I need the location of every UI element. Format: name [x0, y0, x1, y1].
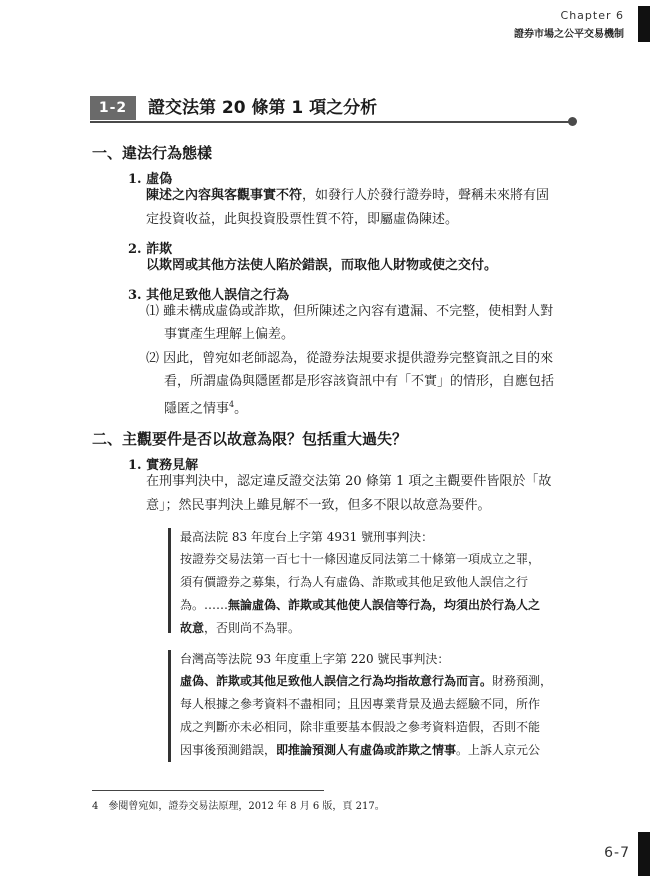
section-title-rule [90, 121, 570, 123]
quote1-line4 [180, 617, 300, 641]
item1-heading: 1. 虛偽 [128, 172, 173, 187]
quote1-line4-bold: 故意 [180, 621, 205, 635]
quote1-title: 最高法院 83 年度台上字第 4931 號刑事判決： [180, 530, 434, 544]
part2-heading: 二、主觀要件是否以故意為限？包括重大過失？ [92, 430, 408, 448]
quote2-line4-rest: 。上訴人京元公 [456, 743, 541, 757]
footnote-rule [92, 790, 324, 791]
quote2-line2: 每人根據之參考資料不盡相同；且因專業背景及過去經驗不同，所作 [180, 697, 541, 711]
quote1-line3-bold: 無論虛偽、詐欺或其他使人誤信等行為，均須出於行為人之 [228, 598, 541, 612]
item1-line1-rest: ，如發行人於發行證券時，聲稱未來將有固 [302, 188, 550, 203]
quote1-line2: 須有價證券之募集，行為人有虛偽、詐欺或其他足致他人誤信之行 [180, 575, 529, 589]
quote1-line3-pre: 為。…… [180, 598, 229, 612]
item3-p2-line1: ⑵ 因此，曾宛如老師認為，從證券法規要求提供證券完整資訊之目的來 [146, 351, 554, 366]
item3-p2-line2: 看，所謂虛偽與隱匿都是形容該資訊中有「不實」的情形，自應包括 [164, 374, 555, 389]
item1-line1-bold: 陳述之內容與客觀事實不符 [146, 188, 303, 203]
section-title: 證交法第 20 條第 1 項之分析 [148, 98, 378, 118]
chapter-tab-top [638, 6, 650, 42]
item3-p1-line1: ⑴ 雖未構成虛偽或詐欺，但所陳述之內容有遺漏、不完整，使相對人對 [146, 304, 554, 319]
footnote-ref: 4 [229, 400, 235, 409]
quote1-line3 [180, 594, 540, 618]
part1-heading: 一、違法行為態樣 [92, 144, 213, 162]
page-number: 6-7 [604, 845, 630, 861]
item3-p1-line2: 事實產生理解上偏差。 [164, 327, 295, 342]
item2-line1: 以欺罔或其他方法使人陷於錯誤，而取他人財物或使之交付。 [146, 258, 498, 273]
quote2-line4-bold: 即推論預測人有虛偽或詐欺之情事 [276, 743, 457, 757]
item3-p2-line3-end: 。 [234, 401, 248, 417]
quote2-title: 台灣高等法院 93 年度重上字第 220 號民事判決： [180, 652, 450, 666]
quote1-bar [168, 528, 171, 633]
quote1-line1: 按證券交易法第一百七十一條因違反同法第二十條第一項成立之罪， [180, 552, 541, 566]
item1-line1 [146, 184, 549, 208]
item2-heading: 2. 詐欺 [128, 242, 173, 257]
quote1-line4-rest: ，否則尚不為罪。 [204, 621, 301, 635]
chapter-tab-bottom [638, 832, 650, 876]
item1-line2: 定投資收益，此與投資股票性質不符，即屬虛偽陳述。 [146, 212, 459, 227]
part2-item1-heading: 1. 實務見解 [128, 458, 199, 473]
quote2-line4-pre: 因事後預測錯誤， [180, 743, 277, 757]
chapter-label: Chapter 6 [560, 9, 624, 22]
quote2-line1 [180, 670, 552, 694]
part2-item1-line2: 意」；然民事判決上雖見解不一致，但多不限以故意為要件。 [146, 498, 491, 513]
quote2-line1-rest: 財務預測， [492, 674, 553, 688]
item3-p2-line3-text: 隱匿之情事 [164, 401, 230, 417]
quote2-line4 [180, 739, 540, 763]
quote2-line3: 成之判斷亦未必相同，除非重要基本假設之參考資料造假，否則不能 [180, 720, 541, 734]
item3-p2-line3 [164, 393, 247, 421]
chapter-subtitle: 證券市場之公平交易機制 [514, 29, 624, 40]
item3-heading: 3. 其他足致他人誤信之行為 [128, 288, 290, 303]
section-title-rule-dot [568, 117, 577, 126]
footnote-text: 4 參閱曾宛如，證券交易法原理，2012 年 8 月 6 版，頁 217。 [92, 801, 385, 812]
part2-item1-line1: 在刑事判決中，認定違反證交法第 20 條第 1 項之主觀要件皆限於「故 [146, 474, 552, 489]
section-number-badge: 1-2 [90, 96, 136, 120]
quote2-bar [168, 650, 171, 762]
quote2-line1-bold: 虛偽、詐欺或其他足致他人誤信之行為均指故意行為而言。 [180, 674, 493, 688]
